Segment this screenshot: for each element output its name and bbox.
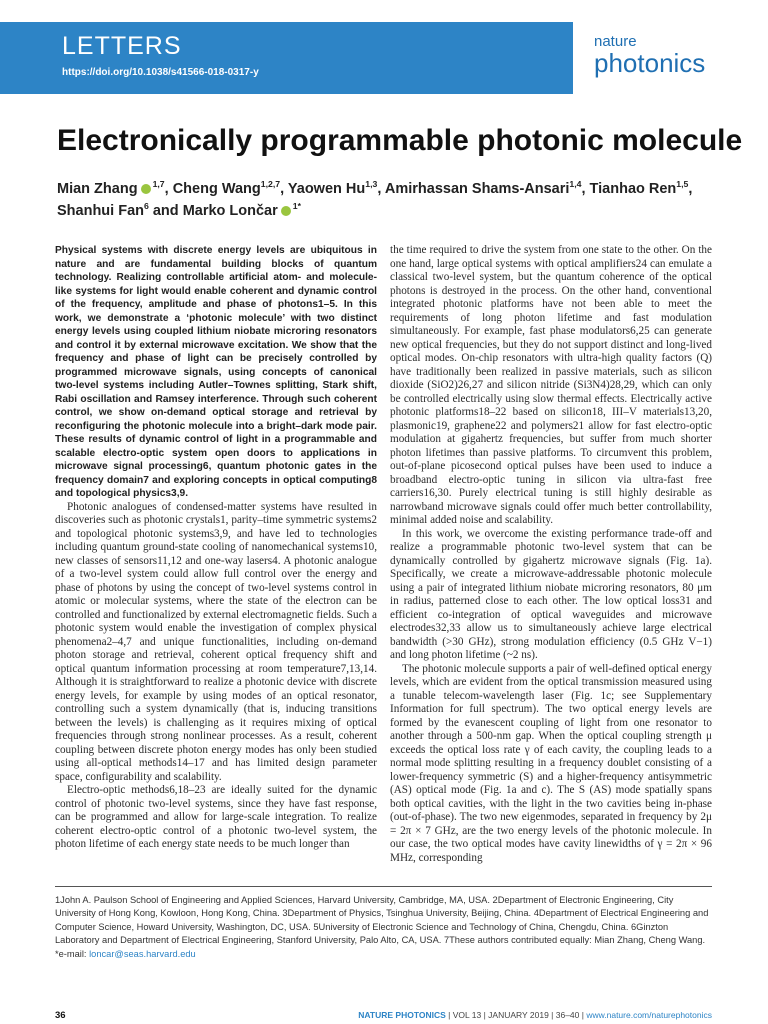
author-separator: , [581,181,590,197]
page-number: 36 [55,1010,66,1021]
doi-link[interactable]: https://doi.org/10.1038/s41566-018-0317-y [62,67,259,78]
orcid-icon[interactable] [281,206,291,216]
affiliations-footnote [55,894,712,961]
author-separator: and [148,203,183,219]
author-separator: , [688,181,693,197]
article-title: Electronically programmable photonic molecule [57,124,743,157]
abstract: Physical systems with discrete energy levels are ubiquitous in nature and are fundamental building blocks of quantum technology. Realizing controllable artificial atom- and molecule-like systems for light would enable coherent and dynamic control of the frequency, amplitude and phase of photons1–5. In this work, we demonstrate a ‘photonic molecule’ with two distinct energy levels using coupled lithium niobate microring resonators and control it by external microwave excitation. We show that the frequency and phase of light can be precisely controlled by programmed microwave signals, using concepts of canonical two-level systems including Autler–Townes splitting, Stark shift, Rabi oscillation and Ramsey interference. Through such coherent control, we show on-demand optical storage and retrieval by reconfiguring the photonic molecule into a bright–dark mode pair. These results of dynamic control of light in a programmable and scalable electro-optic system open doors to applications in microwave signal processing6, quantum photonic gates in the frequency domain7 and exploring concepts in optical computing8 and topological physics3,9. [55,245,377,499]
author-affiliation: 1* [292,201,301,212]
body-paragraph: Photonic analogues of condensed-matter systems have resulted in discoveries such as photonic crystals1, parity–time symmetric systems2 and topological photonic systems3,9, and have led to technologies including quantum ground-state cooling of nanomechanical systems10, new classes of sensors11,12 and one-way lasers4. A photonic analogue of a two-level system could allow full control over the energy and phase of photons by using the concept of two-level systems control in atomic or molecular systems, where the state of the electron can be controlled and functionalized by external electromagnetic fields. Such a photonic system would enable the investigation of complex physical phenomena2–4,7 and unique functionalities, including on-demand photon storage and retrieval, coherent optical frequency shift and optical quantum information processing at room temperature7,13,14. Although it is straightforward to realize a photonic device with discrete energy levels, for example by using modes of an optical resonator, controlling such a system dynamically (that is, inducing transitions between the levels) is challenging as it requires mixing of optical frequencies through strong nonlinear processes. As a result, coherent coupling between discrete photon energy modes has only been studied using all-optical methods14–17 and has limited design parameter space, configurability and scalability. [55,500,377,783]
author-affiliation: 1,7 [152,179,165,190]
footnote-divider [55,886,712,887]
body-column-right [390,244,712,865]
section-label: LETTERS [62,32,182,60]
author-separator: , [280,181,288,197]
author-separator: , [164,181,173,197]
footer-website-link[interactable]: www.nature.com/naturephotonics [586,1010,712,1020]
journal-logo-line1: nature [594,33,637,50]
body-paragraph: Electro-optic methods6,18–23 are ideally suited for the dynamic control of photonic two-level systems, since they have fast response, can be programmed and allow for large-scale integration. To realize coherent electro-optic control of a photonic two-level system, the photon lifetime of each energy state needs to be much longer than [55,784,377,850]
author-affiliation: 6 [144,201,149,212]
author-list [57,178,717,222]
body-paragraph: the time required to drive the system from one state to the other. On the one hand, large optical systems with optical amplifiers24 can emulate a classical two-level system, but the quantum coherence of the optical photons is destroyed in the process. On the other hand, conventional integrated photonic platforms have not been able to meet the requirements of long photon lifetime and fast modulation simultaneously. For example, fast phase modulators6,25 can generate new optical frequencies, but they do not support distinct and long-lived optical modes. On-chip resonators with ultra-high quality factors (Q) have traditionally been realized in passive materials, such as silicon dioxide (SiO2)26,27 and silicon nitride (Si3N4)28,29, which can only be controlled electrically using slow thermal effects. Electrically active photonic platforms18–22 based on silicon18, III–V materials13,20, plasmonic19, graphene22 and polymers21 allow for fast electro-optic modulation at gigahertz frequencies, but suffer from much shorter photon lifetimes than passive platforms. To circumvent this problem, out-of-plane picosecond optical pulses have been used to induce a broadband electro-optic tuning in silicon via ultra-fast free carriers16,30. Purely electrical tuning is still highly desirable as narrowband microwave signals could offer much better controllability, minimal added noise and scalability. [390,244,712,526]
journal-logo-line2: photonics [594,48,706,78]
author-affiliation: 1,5 [676,179,689,190]
journal-logo [594,34,705,76]
section-banner [0,22,573,94]
body-paragraph: In this work, we overcome the existing performance trade-off and realize a programmable photonic two-level system that can be dynamically controlled by gigahertz microwave signals (Fig. 1a). Specifically, we create a microwave-addressable photonic molecule using a pair of integrated lithium niobate microring resonators, 80 μm in radius, patterned close to each other. The low optical loss31 and efficient co-integration of optical waveguides and microwave electrodes32,33 allow us to simultaneously achieve large electrical bandwidth (>30 GHz), strong modulation efficiency (0.5 GHz V−1) and long photon lifetime (~2 ns). [390,527,712,661]
author-name[interactable]: Yaowen Hu [287,181,366,197]
email-link[interactable]: loncar@seas.harvard.edu [89,948,196,959]
author-name[interactable]: Tianhao Ren [589,181,677,197]
author-affiliation: 1,3 [365,179,378,190]
author-affiliation: 1,4 [569,179,582,190]
author-affiliation: 1,2,7 [260,179,281,190]
author-name[interactable]: Marko Lončar [182,203,278,219]
body-paragraph: The photonic molecule supports a pair of well-defined optical energy levels, which are evident from the optical transmission measured using a tunable telecom-wavelength laser (Fig. 1c; see Supplementary Information for full spectrum). The two optical energy levels are formed by the evanescent coupling of light from one resonator to another through a 500-nm gap. When the optical coupling strength μ exceeds the optical loss rate γ of each cavity, the coupling leads to a normal mode splitting resulting in a frequency doublet consisting of a lower-frequency symmetric (S) and a higher-frequency antisymmetric (AS) optical mode (Fig. 1a and c). The S (AS) mode spatially spans both optical cavities, with the light in the two cavities being in-phase (out-of-phase). The two new eigenmodes, separated in frequency by 2μ = 2π × 7 GHz, are the two energy levels of the photonic molecule. In our case, the two optical modes have cavity linewidths of γ = 2π × 96 MHz, corresponding [390,662,712,864]
author-separator: , [377,181,385,197]
body-column-left [55,244,377,852]
journal-footer [358,1010,712,1020]
author-name[interactable]: Amirhassan Shams-Ansari [384,181,570,197]
author-name[interactable]: Cheng Wang [172,181,261,197]
affiliations-text: 1John A. Paulson School of Engineering and Applied Sciences, Harvard University, Cambridge, MA, USA. 2Department of Electronic Engineering, City University of Hong Kong, Kowloon, Hong Kong, China. 3Department of Physics, Tsinghua University, Beijing, China. 4Department of Electrical Engineering and Computer Science, Howard University, Washington, DC, USA. 5University of Electronic Science and Technology of China, Chengdu, China. 6Ginzton Laboratory and Department of Electrical Engineering, Stanford University, Palo Alto, CA, USA. 7These authors contributed equally: Mian Zhang, Cheng Wang. *e-mail: [55,895,709,959]
footer-journal-name: NATURE PHOTONICS [358,1010,446,1020]
footer-issue: | VOL 13 | JANUARY 2019 | 36–40 | [445,1010,587,1020]
author-name[interactable]: Mian Zhang [57,181,138,197]
author-name[interactable]: Shanhui Fan [57,203,144,219]
orcid-icon[interactable] [141,184,151,194]
